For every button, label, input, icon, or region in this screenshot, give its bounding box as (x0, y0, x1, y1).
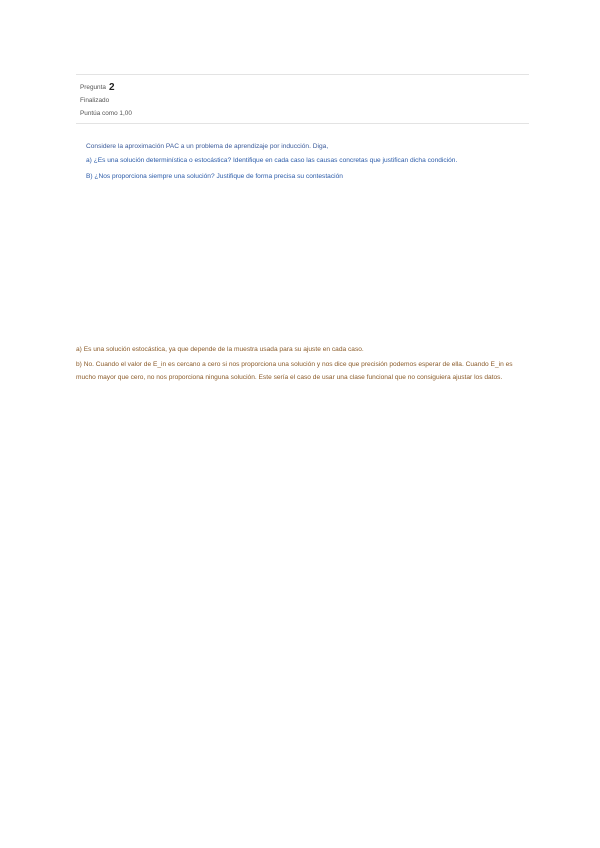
question-score: Puntúa como 1,00 (80, 110, 132, 117)
answer-part-b: b) No. Cuando el valor de E_in es cercano a cero si nos proporciona una solución y nos dice que precisión podemos esperar de ella. Cuando E_in es mucho mayor que cero, no nos proporciona ninguna solución. Este sería el caso de usar una clase funcional que no consiguiera ajustar los datos. (76, 361, 513, 381)
question-state: Finalizado (80, 97, 110, 104)
question-part-a: a) ¿Es una solución determinística o estocástica? Identifique en cada caso las causas concretas que justifican dicha condición. (86, 157, 458, 164)
question-label-text: Pregunta (80, 84, 106, 91)
question-info-box (76, 74, 529, 124)
question-part-b: B) ¿Nos proporciona siempre una solución? Justifique de forma precisa su contestación (86, 173, 343, 180)
question-intro: Considere la aproximación PAC a un problema de aprendizaje por inducción. Diga, (86, 143, 329, 150)
question-number: 2 (108, 82, 115, 93)
answer-part-a: a) Es una solución estocástica, ya que depende de la muestra usada para su ajuste en cada caso. (76, 346, 364, 353)
question-label (80, 82, 115, 93)
